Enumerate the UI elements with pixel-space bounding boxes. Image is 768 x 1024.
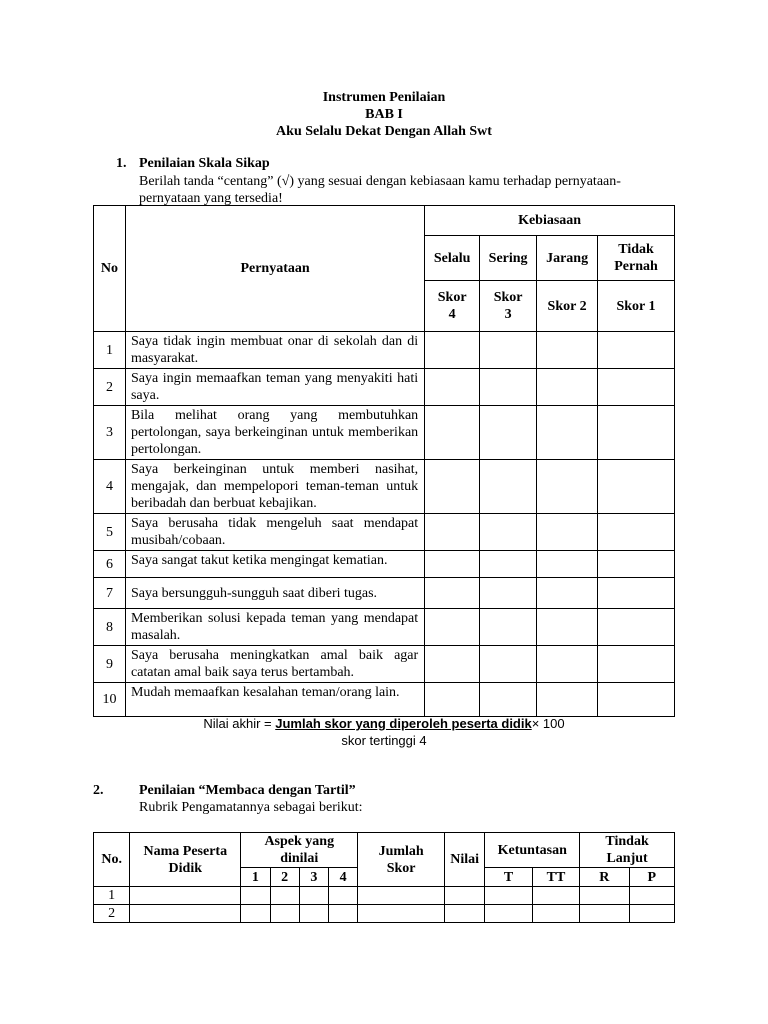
row-statement: Saya ingin memaafkan teman yang menyakiti hati saya. bbox=[125, 369, 424, 406]
table-row bbox=[94, 578, 675, 609]
checkbox-cell[interactable] bbox=[537, 514, 598, 551]
chapter-subtitle: Aku Selalu Dekat Dengan Allah Swt bbox=[276, 124, 492, 139]
checkbox-cell[interactable] bbox=[425, 683, 480, 717]
checkbox-cell[interactable] bbox=[480, 578, 537, 609]
aspect-4: 4 bbox=[329, 868, 358, 887]
checkbox-cell[interactable] bbox=[425, 609, 480, 646]
input-cell[interactable] bbox=[299, 887, 328, 905]
row-statement: Saya sangat takut ketika mengingat kematian. bbox=[125, 551, 424, 578]
formula-numerator: Jumlah skor yang diperoleh peserta didik bbox=[275, 716, 532, 731]
checkbox-cell[interactable] bbox=[537, 578, 598, 609]
checkbox-cell[interactable] bbox=[425, 460, 480, 514]
checkbox-cell[interactable] bbox=[598, 406, 675, 460]
aspect-1: 1 bbox=[241, 868, 270, 887]
attitude-scale-table bbox=[93, 205, 675, 717]
col-header-value: Nilai bbox=[445, 833, 485, 887]
checkbox-cell[interactable] bbox=[598, 514, 675, 551]
input-cell[interactable] bbox=[358, 887, 445, 905]
checkbox-cell[interactable] bbox=[598, 551, 675, 578]
input-cell[interactable] bbox=[358, 905, 445, 923]
completion-t: T bbox=[485, 868, 532, 887]
row-statement: Saya berkeinginan untuk memberi nasihat, mengajak, dan mempelopori teman-teman untuk beribadah dan berbuat kebajikan. bbox=[125, 460, 424, 514]
checkbox-cell[interactable] bbox=[598, 646, 675, 683]
row-number: 7 bbox=[94, 578, 126, 609]
input-cell[interactable] bbox=[270, 905, 299, 923]
input-cell[interactable] bbox=[485, 887, 532, 905]
checkbox-cell[interactable] bbox=[537, 369, 598, 406]
table-row bbox=[94, 460, 675, 514]
row-statement: Mudah memaafkan kesalahan teman/orang lain. bbox=[125, 683, 424, 717]
checkbox-cell[interactable] bbox=[425, 406, 480, 460]
followup-p: P bbox=[629, 868, 674, 887]
input-cell[interactable] bbox=[629, 905, 674, 923]
checkbox-cell[interactable] bbox=[480, 609, 537, 646]
section1-heading: Penilaian Skala Sikap bbox=[139, 156, 270, 171]
input-cell[interactable] bbox=[532, 905, 579, 923]
checkbox-cell[interactable] bbox=[480, 514, 537, 551]
checkbox-cell[interactable] bbox=[425, 332, 480, 369]
table-row bbox=[94, 332, 675, 369]
table-row bbox=[94, 551, 675, 578]
checkbox-cell[interactable] bbox=[598, 369, 675, 406]
col-header-aspect: Aspek yang dinilai bbox=[241, 833, 358, 868]
section2-number: 2. bbox=[93, 783, 104, 798]
checkbox-cell[interactable] bbox=[480, 646, 537, 683]
habit-rarely: Jarang bbox=[537, 236, 598, 281]
input-cell[interactable] bbox=[445, 905, 485, 923]
final-score-formula bbox=[0, 715, 768, 732]
table-row bbox=[94, 646, 675, 683]
habit-often: Sering bbox=[480, 236, 537, 281]
checkbox-cell[interactable] bbox=[425, 369, 480, 406]
checkbox-cell[interactable] bbox=[598, 683, 675, 717]
col-header-statement: Pernyataan bbox=[125, 206, 424, 332]
aspect-3: 3 bbox=[299, 868, 328, 887]
row-number: 6 bbox=[94, 551, 126, 578]
checkbox-cell[interactable] bbox=[480, 332, 537, 369]
checkbox-cell[interactable] bbox=[480, 369, 537, 406]
row-number: 1 bbox=[94, 887, 130, 905]
input-cell[interactable] bbox=[241, 905, 270, 923]
table-row bbox=[94, 514, 675, 551]
table-row bbox=[94, 683, 675, 717]
row-statement: Saya berusaha tidak mengeluh saat mendapat musibah/cobaan. bbox=[125, 514, 424, 551]
aspect-2: 2 bbox=[270, 868, 299, 887]
row-statement: Memberikan solusi kepada teman yang mendapat masalah. bbox=[125, 609, 424, 646]
input-cell[interactable] bbox=[329, 905, 358, 923]
checkbox-cell[interactable] bbox=[480, 406, 537, 460]
checkbox-cell[interactable] bbox=[537, 460, 598, 514]
row-number: 2 bbox=[94, 905, 130, 923]
doc-title: Instrumen Penilaian bbox=[322, 90, 446, 105]
input-cell[interactable] bbox=[445, 887, 485, 905]
checkbox-cell[interactable] bbox=[598, 332, 675, 369]
table-row bbox=[94, 887, 675, 905]
col-header-total-score: Jumlah Skor bbox=[358, 833, 445, 887]
section2-subheading: Rubrik Pengamatannya sebagai berikut: bbox=[139, 800, 363, 815]
checkbox-cell[interactable] bbox=[598, 609, 675, 646]
score-3: Skor 3 bbox=[480, 281, 537, 332]
row-number: 5 bbox=[94, 514, 126, 551]
checkbox-cell[interactable] bbox=[480, 551, 537, 578]
input-cell[interactable] bbox=[299, 905, 328, 923]
habit-always: Selalu bbox=[425, 236, 480, 281]
checkbox-cell[interactable] bbox=[425, 551, 480, 578]
col-header-no: No. bbox=[94, 833, 130, 887]
row-statement: Saya tidak ingin membuat onar di sekolah dan di masyarakat. bbox=[125, 332, 424, 369]
input-cell[interactable] bbox=[270, 887, 299, 905]
completion-tt: TT bbox=[532, 868, 579, 887]
checkbox-cell[interactable] bbox=[537, 551, 598, 578]
habit-never: Tidak Pernah bbox=[598, 236, 675, 281]
followup-r: R bbox=[580, 868, 629, 887]
row-statement: Bila melihat orang yang membutuhkan pertolongan, saya berkeinginan untuk memberikan pertolongan. bbox=[125, 406, 424, 460]
reading-rubric-table bbox=[93, 832, 675, 923]
col-header-student-name: Nama Peserta Didik bbox=[130, 833, 241, 887]
col-header-no: No bbox=[94, 206, 126, 332]
table-row bbox=[94, 406, 675, 460]
section2-heading: Penilaian “Membaca dengan Tartil” bbox=[139, 783, 356, 798]
checkbox-cell[interactable] bbox=[425, 646, 480, 683]
formula-multiplier: × 100 bbox=[531, 716, 565, 731]
col-header-followup: Tindak Lanjut bbox=[580, 833, 675, 868]
input-cell[interactable] bbox=[580, 887, 629, 905]
section1-instruction-line2: pernyataan yang tersedia! bbox=[139, 191, 283, 206]
input-cell[interactable] bbox=[532, 887, 579, 905]
section1-number: 1. bbox=[116, 156, 127, 171]
input-cell[interactable] bbox=[629, 887, 674, 905]
input-cell[interactable] bbox=[130, 905, 241, 923]
checkbox-cell[interactable] bbox=[598, 460, 675, 514]
chapter-label: BAB I bbox=[365, 107, 403, 122]
formula-denominator: skor tertinggi 4 bbox=[341, 733, 427, 748]
row-number: 9 bbox=[94, 646, 126, 683]
section1-instruction-line1: Berilah tanda “centang” (√) yang sesuai dengan kebiasaan kamu terhadap pernyataan- bbox=[139, 174, 621, 189]
checkbox-cell[interactable] bbox=[537, 406, 598, 460]
row-number: 3 bbox=[94, 406, 126, 460]
checkbox-cell[interactable] bbox=[537, 609, 598, 646]
row-number: 10 bbox=[94, 683, 126, 717]
row-number: 4 bbox=[94, 460, 126, 514]
table-row bbox=[94, 609, 675, 646]
score-4: Skor 4 bbox=[425, 281, 480, 332]
table-row bbox=[94, 905, 675, 923]
table-row bbox=[94, 369, 675, 406]
checkbox-cell[interactable] bbox=[537, 332, 598, 369]
formula-prefix: Nilai akhir = bbox=[203, 716, 276, 731]
row-number: 8 bbox=[94, 609, 126, 646]
row-statement: Saya bersungguh-sungguh saat diberi tugas. bbox=[125, 578, 424, 609]
checkbox-cell[interactable] bbox=[537, 683, 598, 717]
checkbox-cell[interactable] bbox=[425, 578, 480, 609]
checkbox-cell[interactable] bbox=[598, 578, 675, 609]
col-header-completion: Ketuntasan bbox=[485, 833, 580, 868]
row-number: 2 bbox=[94, 369, 126, 406]
checkbox-cell[interactable] bbox=[480, 460, 537, 514]
checkbox-cell[interactable] bbox=[425, 514, 480, 551]
col-header-habit: Kebiasaan bbox=[425, 206, 675, 236]
checkbox-cell[interactable] bbox=[537, 646, 598, 683]
score-2: Skor 2 bbox=[537, 281, 598, 332]
input-cell[interactable] bbox=[580, 905, 629, 923]
checkbox-cell[interactable] bbox=[480, 683, 537, 717]
score-1: Skor 1 bbox=[598, 281, 675, 332]
input-cell[interactable] bbox=[329, 887, 358, 905]
row-number: 1 bbox=[94, 332, 126, 369]
input-cell[interactable] bbox=[485, 905, 532, 923]
input-cell[interactable] bbox=[130, 887, 241, 905]
row-statement: Saya berusaha meningkatkan amal baik agar catatan amal baik saya terus bertambah. bbox=[125, 646, 424, 683]
input-cell[interactable] bbox=[241, 887, 270, 905]
